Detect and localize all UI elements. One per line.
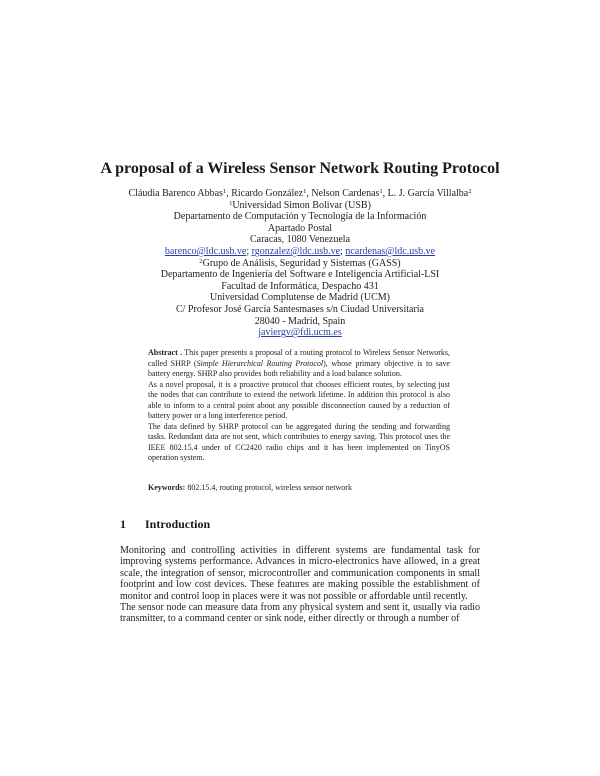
affiliation-2-department: Departamento de Ingeniería del Software e Inteligencia Artificial-LSI xyxy=(160,269,440,281)
author-name: L. J. García Villalba xyxy=(387,188,469,199)
author-list: Cláudia Barenco Abbas$^1$, Ricardo González$^1$, Nelson Cardenas$^1$, L. J. García Villalba$^2$ xyxy=(128,188,472,199)
affiliation-2-city: 28040 - Madrid, Spain xyxy=(254,315,346,327)
affiliation-2-faculty: Facultad de Informática, Despacho 431 xyxy=(221,280,379,292)
section-body xyxy=(120,545,480,625)
author-affiliation-mark: 1 xyxy=(379,188,383,195)
affiliation-2-email xyxy=(60,327,540,339)
section-heading xyxy=(120,517,210,532)
abstract-label: Abstract . xyxy=(148,348,183,357)
affiliation-2-group: $^2$Grupo de Análisis, Seguridad y Sistemas (GASS) xyxy=(199,257,401,269)
email-link[interactable]: rgonzalez@ldc.usb.ve xyxy=(251,245,341,257)
affiliation-2-address: C/ Profesor José García Santesmases s/n Ciudad Universitaria xyxy=(175,303,424,315)
abstract-paragraph: As a novel proposal, it is a proactive protocol that chooses efficient routes, by selecting just the nodes that can contribute to extend the network lifetime. In addition this protocol is also able to inform to a central point about any possible disconnection caused by a reduction of battery power or a long interference period. xyxy=(148,379,450,420)
author-block xyxy=(60,188,540,339)
author-name: Ricardo González xyxy=(231,188,304,199)
affiliation-2-university: Universidad Complutense de Madrid (UCM) xyxy=(210,292,390,304)
email-link[interactable]: ncardenas@ldc.usb.ve xyxy=(345,245,436,257)
abstract xyxy=(148,348,450,464)
abstract-paragraph: Abstract . This paper presents a proposal of a routing protocol to Wireless Sensor Networks, called SHRP (Simple Hierarchical Routing Protocol), whose primary objective is to save battery energy. SHRP also provides both reliability and a load balance solution. xyxy=(148,348,451,378)
author-affiliation-mark: 2 xyxy=(468,188,472,195)
body-paragraph: Monitoring and controlling activities in different systems are fundamental task for improving systems performance. Advances in micro-electronics have allowed, in a great scale, the integration of sensor, microcontroller and communication components in small footprint and low cost devices. These features are making possible the establishment of monitor and control loop in places were it was not possible or affordable until recently. xyxy=(120,545,480,602)
email-link[interactable]: barenco@ldc.usb.ve xyxy=(164,245,247,257)
section-number: 1 xyxy=(120,517,126,531)
author-name: Cláudia Barenco Abbas xyxy=(128,188,223,199)
author-name: Nelson Cardenas xyxy=(311,188,380,199)
abstract-paragraph: The data defined by SHRP protocol can be aggregated during the sending and forwarding tasks. Redundant data are not sent, which contributes to energy saving. This protocol uses the IEEE 802.15.4 under of CC2420 radio chips and it has been implemented on TinyOS operation system. xyxy=(148,421,450,462)
affiliation-1-university: $^1$Universidad Simon Bolivar (USB) xyxy=(229,199,371,211)
body-paragraph: The sensor node can measure data from any physical system and sent it, usually via radio transmitter, to a command center or sink node, either directly or through a number of xyxy=(120,602,480,625)
affiliation-1-box: Apartado Postal xyxy=(267,222,333,234)
section-title: Introduction xyxy=(145,517,211,531)
affiliation-1-city: Caracas, 1080 Venezuela xyxy=(249,234,351,246)
keywords-text: 802.15.4, routing protocol, wireless sensor network xyxy=(187,483,352,492)
email-link[interactable]: javiergv@fdi.ucm.es xyxy=(258,327,342,339)
affiliation-1-department: Departamento de Computación y Tecnología de la Información xyxy=(173,211,427,223)
keywords-label: Keywords: xyxy=(148,483,186,492)
keywords xyxy=(148,483,450,493)
paper-title: A proposal of a Wireless Sensor Network Routing Protocol xyxy=(100,160,500,177)
author-affiliation-mark: 1 xyxy=(222,188,227,195)
author-affiliation-mark: 1 xyxy=(303,188,307,195)
affiliation-1-emails: barenco@ldc.usb.ve; rgonzalez@ldc.usb.ve; ncardenas@ldc.usb.ve xyxy=(164,245,436,257)
